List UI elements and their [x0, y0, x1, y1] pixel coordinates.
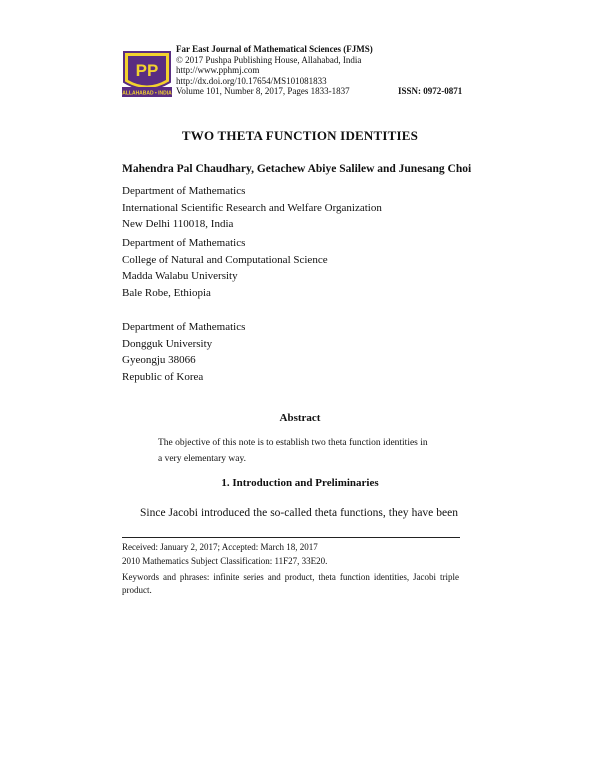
- issn: ISSN: 0972-0871: [398, 86, 463, 96]
- copyright: © 2017 Pushpa Publishing House, Allahabad, India: [176, 54, 362, 65]
- journal-name: Far East Journal of Mathematical Sciences (FJMS): [176, 44, 373, 54]
- journal-header: [176, 44, 373, 97]
- affiliation-line: Gyeongju 38066: [122, 354, 196, 366]
- affiliation-line: Dongguk University: [122, 337, 213, 350]
- logo-emblem-text: PP: [135, 61, 159, 80]
- abstract-line: The objective of this note is to establish two theta function identities in: [158, 438, 428, 448]
- authors: Mahendra Pal Chaudhary, Getachew Abiye Salilew and Junesang Choi: [122, 163, 472, 175]
- subject-classification: 2010 Mathematics Subject Classification: 11F27, 33E20.: [122, 556, 328, 566]
- affiliation-1: [122, 183, 382, 233]
- affiliation-3: [122, 319, 245, 385]
- abstract-line: a very elementary way.: [158, 453, 247, 464]
- keywords: Keywords and phrases: infinite series and product, theta function identities, Jacobi triple product.: [122, 572, 459, 595]
- affiliation-line: Department of Mathematics: [122, 321, 246, 333]
- affiliation-line: Madda Walabu University: [122, 270, 238, 282]
- paper-title: TWO THETA FUNCTION IDENTITIES: [181, 128, 419, 143]
- body-paragraph: Since Jacobi introduced the so-called theta functions, they have been: [140, 507, 458, 519]
- affiliation-line: College of Natural and Computational Science: [122, 253, 328, 266]
- website-link[interactable]: http://www.pphmj.com: [176, 65, 260, 75]
- abstract-text: [158, 436, 428, 467]
- volume-info: Volume 101, Number 8, 2017, Pages 1833-1837: [176, 86, 350, 96]
- publisher-logo-icon: [122, 46, 172, 100]
- affiliation-line: Department of Mathematics: [122, 185, 246, 197]
- doi-link[interactable]: http://dx.doi.org/10.17654/MS101081833: [176, 75, 327, 86]
- affiliation-line: Bale Robe, Ethiopia: [122, 286, 211, 299]
- affiliation-line: International Scientific Research and Welfare Organization: [122, 201, 382, 214]
- affiliation-line: Republic of Korea: [122, 370, 204, 383]
- received-dates: Received: January 2, 2017; Accepted: March 18, 2017: [122, 542, 318, 552]
- logo-banner-text: ALLAHABAD • INDIA: [122, 90, 172, 97]
- abstract-heading: Abstract: [279, 412, 321, 424]
- affiliation-2: [122, 235, 328, 301]
- affiliation-line: New Delhi 110018, India: [122, 218, 234, 230]
- section-heading: 1. Introduction and Preliminaries: [221, 477, 379, 489]
- footnote-divider: [122, 537, 460, 538]
- affiliation-line: Department of Mathematics: [122, 237, 246, 249]
